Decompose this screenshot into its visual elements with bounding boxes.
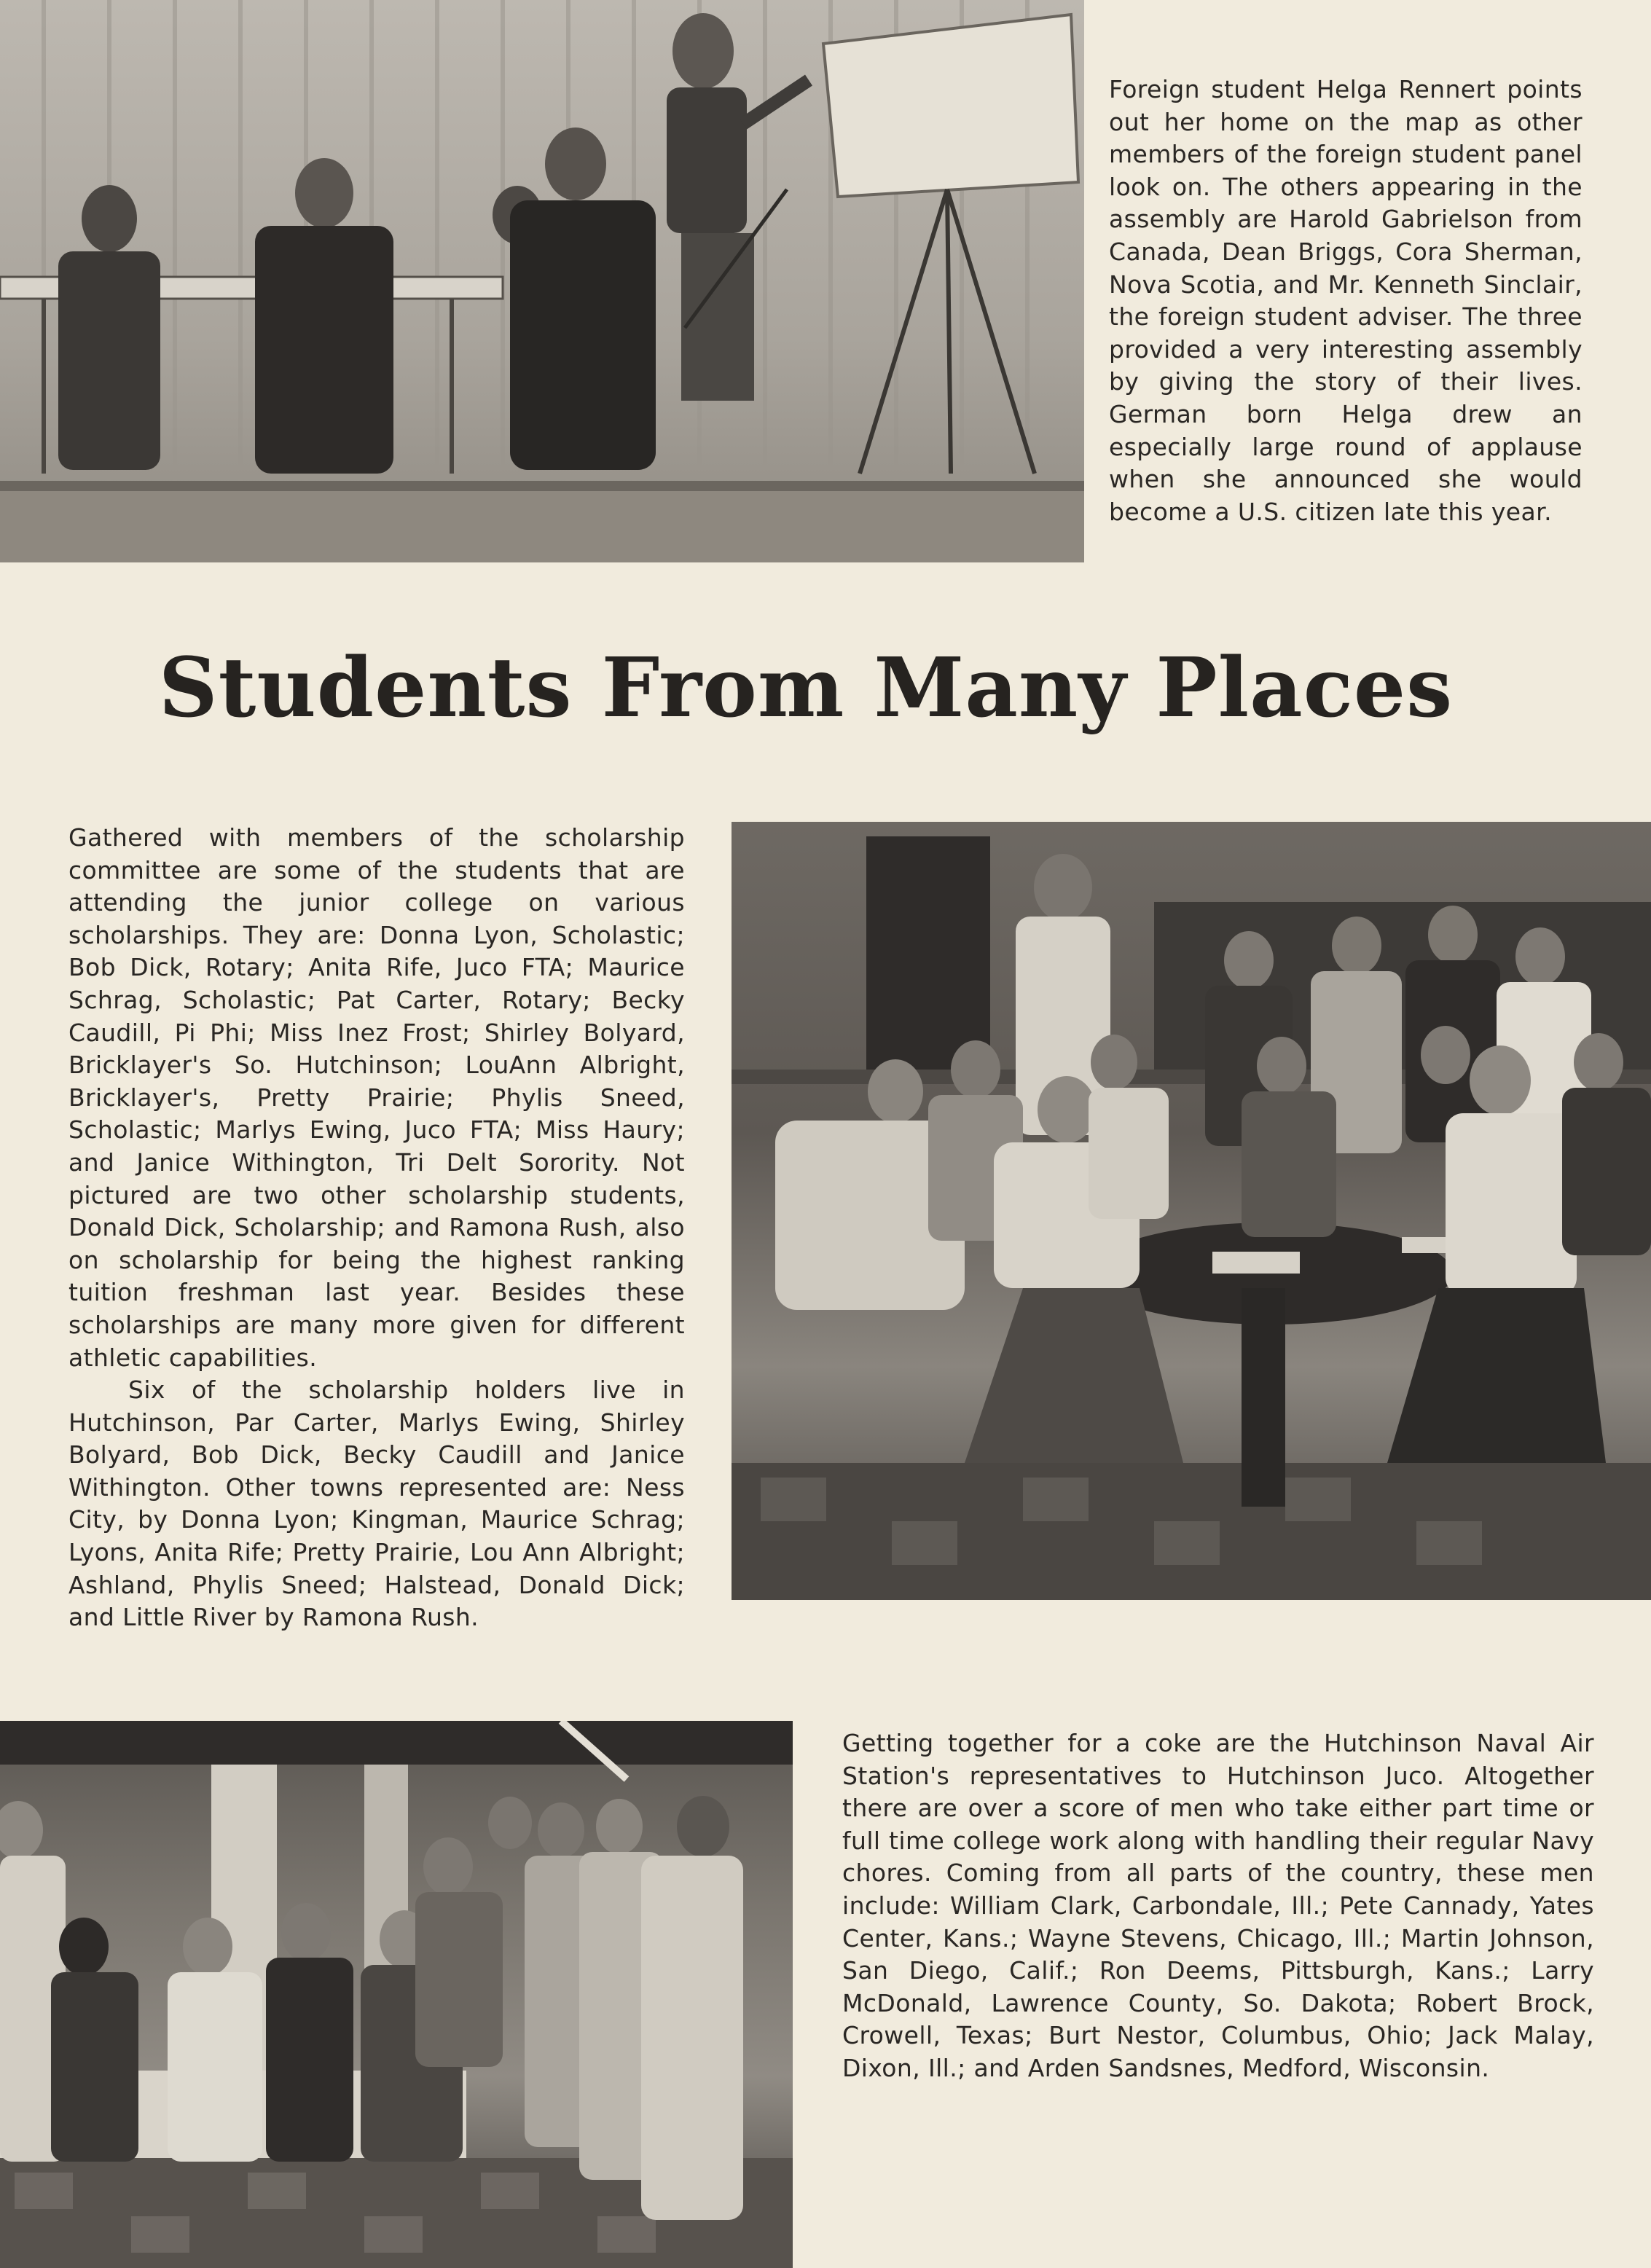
scholarship-students-photo [732,822,1651,1600]
naval-caption-text: Getting together for a coke are the Hutchinson Naval Air Station's representatives to Hutchinson Juco. Altogether there are over a score of men who take either part time or full time college work along with handling their regular Navy chores. Coming from all parts of the country, these men include: William Clark, Carbondale, Ill.; Pete Cannady, Yates Center, Kans.; Wayne Stevens, Chicago, Ill.; Martin Johnson, San Diego, Calif.; Ron Deems, Pittsburgh, Kans.; Larry McDonald, Lawrence County, So. Dakota; Robert Brock, Crowell, Texas; Burt Nestor, Columbus, Ohio; Jack Malay, Dixon, Ill.; and Arden Sandsnes, Medford, Wisconsin. [842,1729,1594,2082]
naval-photo-caption [842,1727,1594,2085]
page-headline: Students From Many Places [158,640,1454,736]
naval-students-photo [0,1721,793,2268]
assembly-stage-photo [0,0,1084,562]
assembly-photo-caption [1109,74,1583,528]
scholarship-paragraph-2: Six of the scholarship holders live in Hutchinson, Par Carter, Marlys Ewing, Shirley Bolyard, Bob Dick, Becky Caudill and Janice Withington. Other towns represented are: Ness City, by Donna Lyon; Kingman, Maurice Schrag; Lyons, Anita Rife; Pretty Prairie, Lou Ann Albright; Ashland, Phylis Sneed; Halstead, Donald Dick; and Little River by Ramona Rush. [68,1376,685,1632]
scholarship-paragraph-1: Gathered with members of the scholarship committee are some of the students that are attending the junior college on various scholarships. They are: Donna Lyon, Scholastic; Bob Dick, Rotary; Anita Rife, Juco FTA; Maurice Schrag, Scholastic; Pat Carter, Rotary; Becky Caudill, Pi Phi; Miss Inez Frost; Shirley Bolyard, Bricklayer's So. Hutchinson; LouAnn Albright, Bricklayer's, Pretty Prairie; Phylis Sneed, Scholastic; Marlys Ewing, Juco FTA; Miss Haury; and Janice Withington, Tri Delt Sorority. Not pictured are two other scholarship students, Donald Dick, Scholarship; and Ramona Rush, also on scholarship for being the highest ranking tuition freshman last year. Besides these scholarships are many more given for different athletic capabilities. [68,823,685,1372]
scholarship-caption [68,822,685,1634]
assembly-caption-text: Foreign student Helga Rennert points out her home on the map as other members of the foreign student panel look on. The others appearing in the assembly are Harold Gabrielson from Canada, Dean Briggs, Cora Sherman, Nova Scotia, and Mr. Kenneth Sinclair, the foreign student adviser. The three provided a very interesting assembly by giving the story of their lives. German born Helga drew an especially large round of applause when she announced she would become a U.S. citizen late this year. [1109,75,1583,526]
